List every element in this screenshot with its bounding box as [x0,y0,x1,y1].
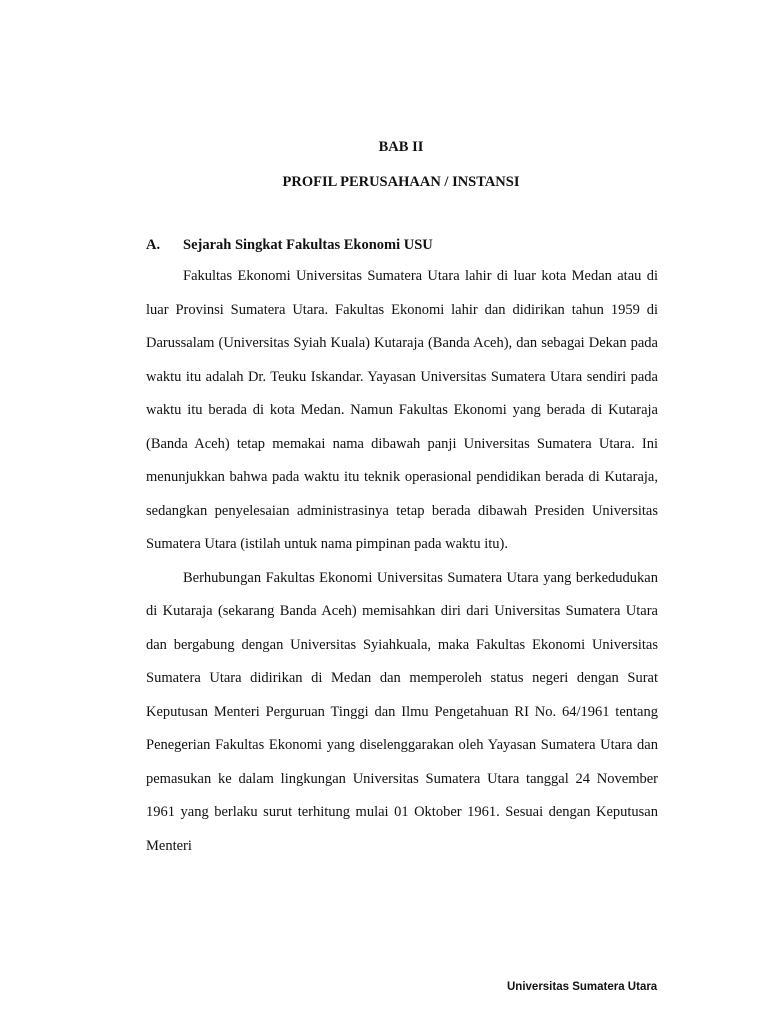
paragraph-1: Fakultas Ekonomi Universitas Sumatera Utara lahir di luar kota Medan atau di luar Provinsi Sumatera Utara. Fakultas Ekonomi lahir dan didirikan tahun 1959 di Darussalam (Universitas Syiah Kuala) Kutaraja (Banda Aceh), dan sebagai Dekan pada waktu itu adalah Dr. Teuku Iskandar. Yayasan Universitas Sumatera Utara sendiri pada waktu itu berada di kota Medan. Namun Fakultas Ekonomi yang berada di Kutaraja (Banda Aceh) tetap memakai nama dibawah panji Universitas Sumatera Utara. Ini menunjukkan bahwa pada waktu itu teknik operasional pendidikan berada di Kutaraja, sedangkan penyelesaian administrasinya tetap berada dibawah Presiden Universitas Sumatera Utara (istilah untuk nama pimpinan pada waktu itu). [146,268,658,552]
section-heading [146,236,433,254]
section-title: Sejarah Singkat Fakultas Ekonomi USU [183,237,433,253]
body-text [146,260,658,863]
paragraph-2: Berhubungan Fakultas Ekonomi Universitas Sumatera Utara yang berkedudukan di Kutaraja (sekarang Banda Aceh) memisahkan diri dari Universitas Sumatera Utara dan bergabung dengan Universitas Syiahkuala, maka Fakultas Ekonomi Universitas Sumatera Utara didirikan di Medan dan memperoleh status negeri dengan Surat Keputusan Menteri Perguruan Tinggi dan Ilmu Pengetahuan RI No. 64/1961 tentang Penegerian Fakultas Ekonomi yang diselenggarakan oleh Yayasan Sumatera Utara dan pemasukan ke dalam lingkungan Universitas Sumatera Utara tanggal 24 November 1961 yang berlaku surut terhitung mulai 01 Oktober 1961. Sesuai dengan Keputusan Menteri [146,569,658,854]
page-footer: Universitas Sumatera Utara [507,981,658,993]
section-number: A. [146,237,161,253]
chapter-title: PROFIL PERUSAHAAN / INSTANSI [282,174,520,190]
chapter-label: BAB II [378,139,424,155]
